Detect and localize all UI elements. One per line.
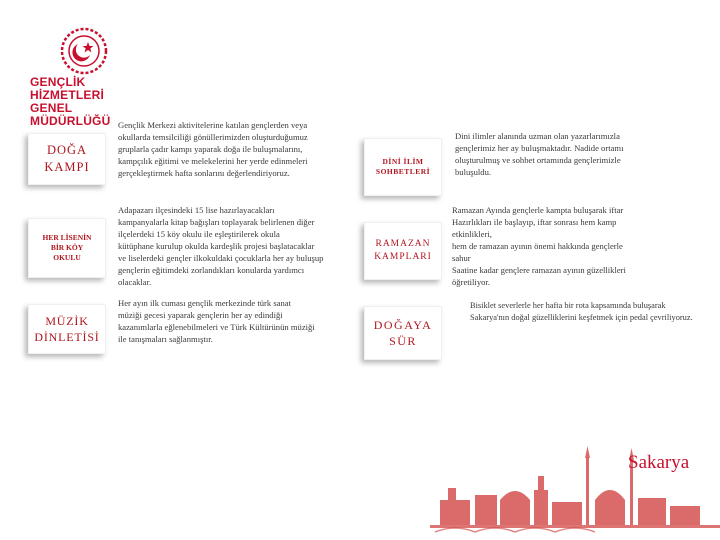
- desc-line: Adapazarı ilçesindeki 15 lise hazırlayacakları: [118, 205, 275, 215]
- desc-line: gruplarla çadır kampı yaparak doğa ile buluşmalarını,: [118, 144, 303, 154]
- desc-line: sahur: [452, 253, 471, 263]
- desc-line: Saatine kadar gençlere ramazan ayının güzellikleri: [452, 265, 626, 275]
- desc-line: ve liselerdeki gençler ilkokuldaki çocuklarla her ay buluşup: [118, 253, 324, 263]
- desc-line: müziği gecesi yaparak gençlerin her ay edindiği: [118, 310, 283, 320]
- card-title-line: KAMPI: [44, 160, 90, 174]
- organization-logo: [30, 26, 140, 128]
- desc-line: kütüphane kurulup okulda kardeşlik projesi başlatacaklar: [118, 241, 315, 251]
- card-title-line: DİNLETİSİ: [34, 330, 100, 344]
- desc-line: buluşuldu.: [455, 167, 492, 177]
- desc-line: Bisiklet severlerle her hafta bir rota kapsamında buluşarak: [470, 301, 666, 310]
- description-doga-kampi: [118, 119, 308, 179]
- logo-line-2: GENEL MÜDÜRLÜĞÜ: [30, 101, 111, 128]
- card-title-line: DOĞA: [46, 143, 88, 158]
- desc-line: gençlerimiz her ay buluşmaktadır. Nadide ortamı: [455, 143, 624, 153]
- card-title-line: KAMPLARI: [374, 252, 432, 262]
- logo-line-1: GENÇLİK HİZMETLERİ: [30, 75, 104, 102]
- card-title-line: MÜZİK: [45, 313, 89, 328]
- description-ramazan-kamplari: [452, 204, 626, 288]
- desc-line: ile tanışmaları sağlanmıştır.: [118, 334, 213, 344]
- desc-line: Sakarya'nın doğal güzelliklerini keşfetmek için pedal çevriliyoruz.: [470, 313, 693, 322]
- desc-line: gerçekleştirmek hafta sonlarını değerlendiriyoruz.: [118, 168, 290, 178]
- card-title-line: BİR KÖY: [50, 242, 84, 252]
- card-title-line: DOĞAYA: [373, 317, 433, 332]
- desc-line: gençlerin eğitimdeki zorlandıkları konularda yardımcı: [118, 265, 305, 275]
- tc-star-crescent-emblem-icon: [52, 26, 116, 76]
- desc-line: kampçılık eğitimi ve melekelerini her yerde edinmeleri: [118, 156, 308, 166]
- title-card-ramazan-kamplari: [364, 222, 442, 280]
- card-title-line: HER LİSENİN: [42, 232, 92, 242]
- desc-line: kazanımlarla eğlenebilmeleri ve Türk Kültürünün müziği: [118, 322, 315, 332]
- description-her-lisenin-bir-koy-okulu: [118, 204, 323, 288]
- card-title-line: SOHBETLERİ: [375, 167, 431, 176]
- description-dogaya-sur: [470, 300, 693, 324]
- desc-line: öğretiliyor.: [452, 277, 490, 287]
- title-card-dogaya-sur: [364, 306, 442, 360]
- title-card-doga-kampi: [28, 133, 106, 185]
- desc-line: okullarda temsilciliği gönüllerimizden oluşturduğumuz: [118, 132, 308, 142]
- desc-line: Her ayın ilk cuması gençlik merkezinde türk sanat: [118, 298, 292, 308]
- desc-line: etkinlikleri,: [452, 229, 492, 239]
- title-card-her-lisenin-bir-koy-okulu: [28, 218, 106, 278]
- description-muzik-dinletisi: [118, 297, 315, 345]
- desc-line: Gençlik Merkezi aktivitelerine katılan gençlerden veya: [118, 120, 308, 130]
- title-card-muzik-dinletisi: [28, 304, 106, 354]
- card-title-line: OKULU: [53, 253, 81, 263]
- desc-line: kampanyalarla kitap bağışları toplayarak belirlenen diğer: [118, 217, 315, 227]
- desc-line: Dini ilimler alanında uzman olan yazarlarımızla: [455, 131, 620, 141]
- desc-line: olacaklar.: [118, 277, 152, 287]
- desc-line: Hazırlıkları ile başlayıp, iftar sonrası hem kamp: [452, 217, 617, 227]
- desc-line: Ramazan Ayında gençlerle kampta buluşarak iftar: [452, 205, 624, 215]
- desc-line: hem de ramazan ayının önemi hakkında gençlerle: [452, 241, 623, 251]
- desc-line: oluşturulmuş ve sohbet ortamında gençlerimizle: [455, 155, 621, 165]
- title-card-dini-ilim-sohbetleri: [364, 138, 442, 196]
- card-title-line: RAMAZAN: [375, 239, 431, 250]
- card-title-line: DİNİ İLİM: [382, 156, 424, 166]
- card-title-line: SÜR: [389, 334, 417, 348]
- city-name: Sakarya: [628, 452, 690, 473]
- desc-line: ilçelerdeki 15 köy okulu ile eşleştirilerek okula: [118, 229, 280, 239]
- description-dini-ilim-sohbetleri: [455, 130, 623, 178]
